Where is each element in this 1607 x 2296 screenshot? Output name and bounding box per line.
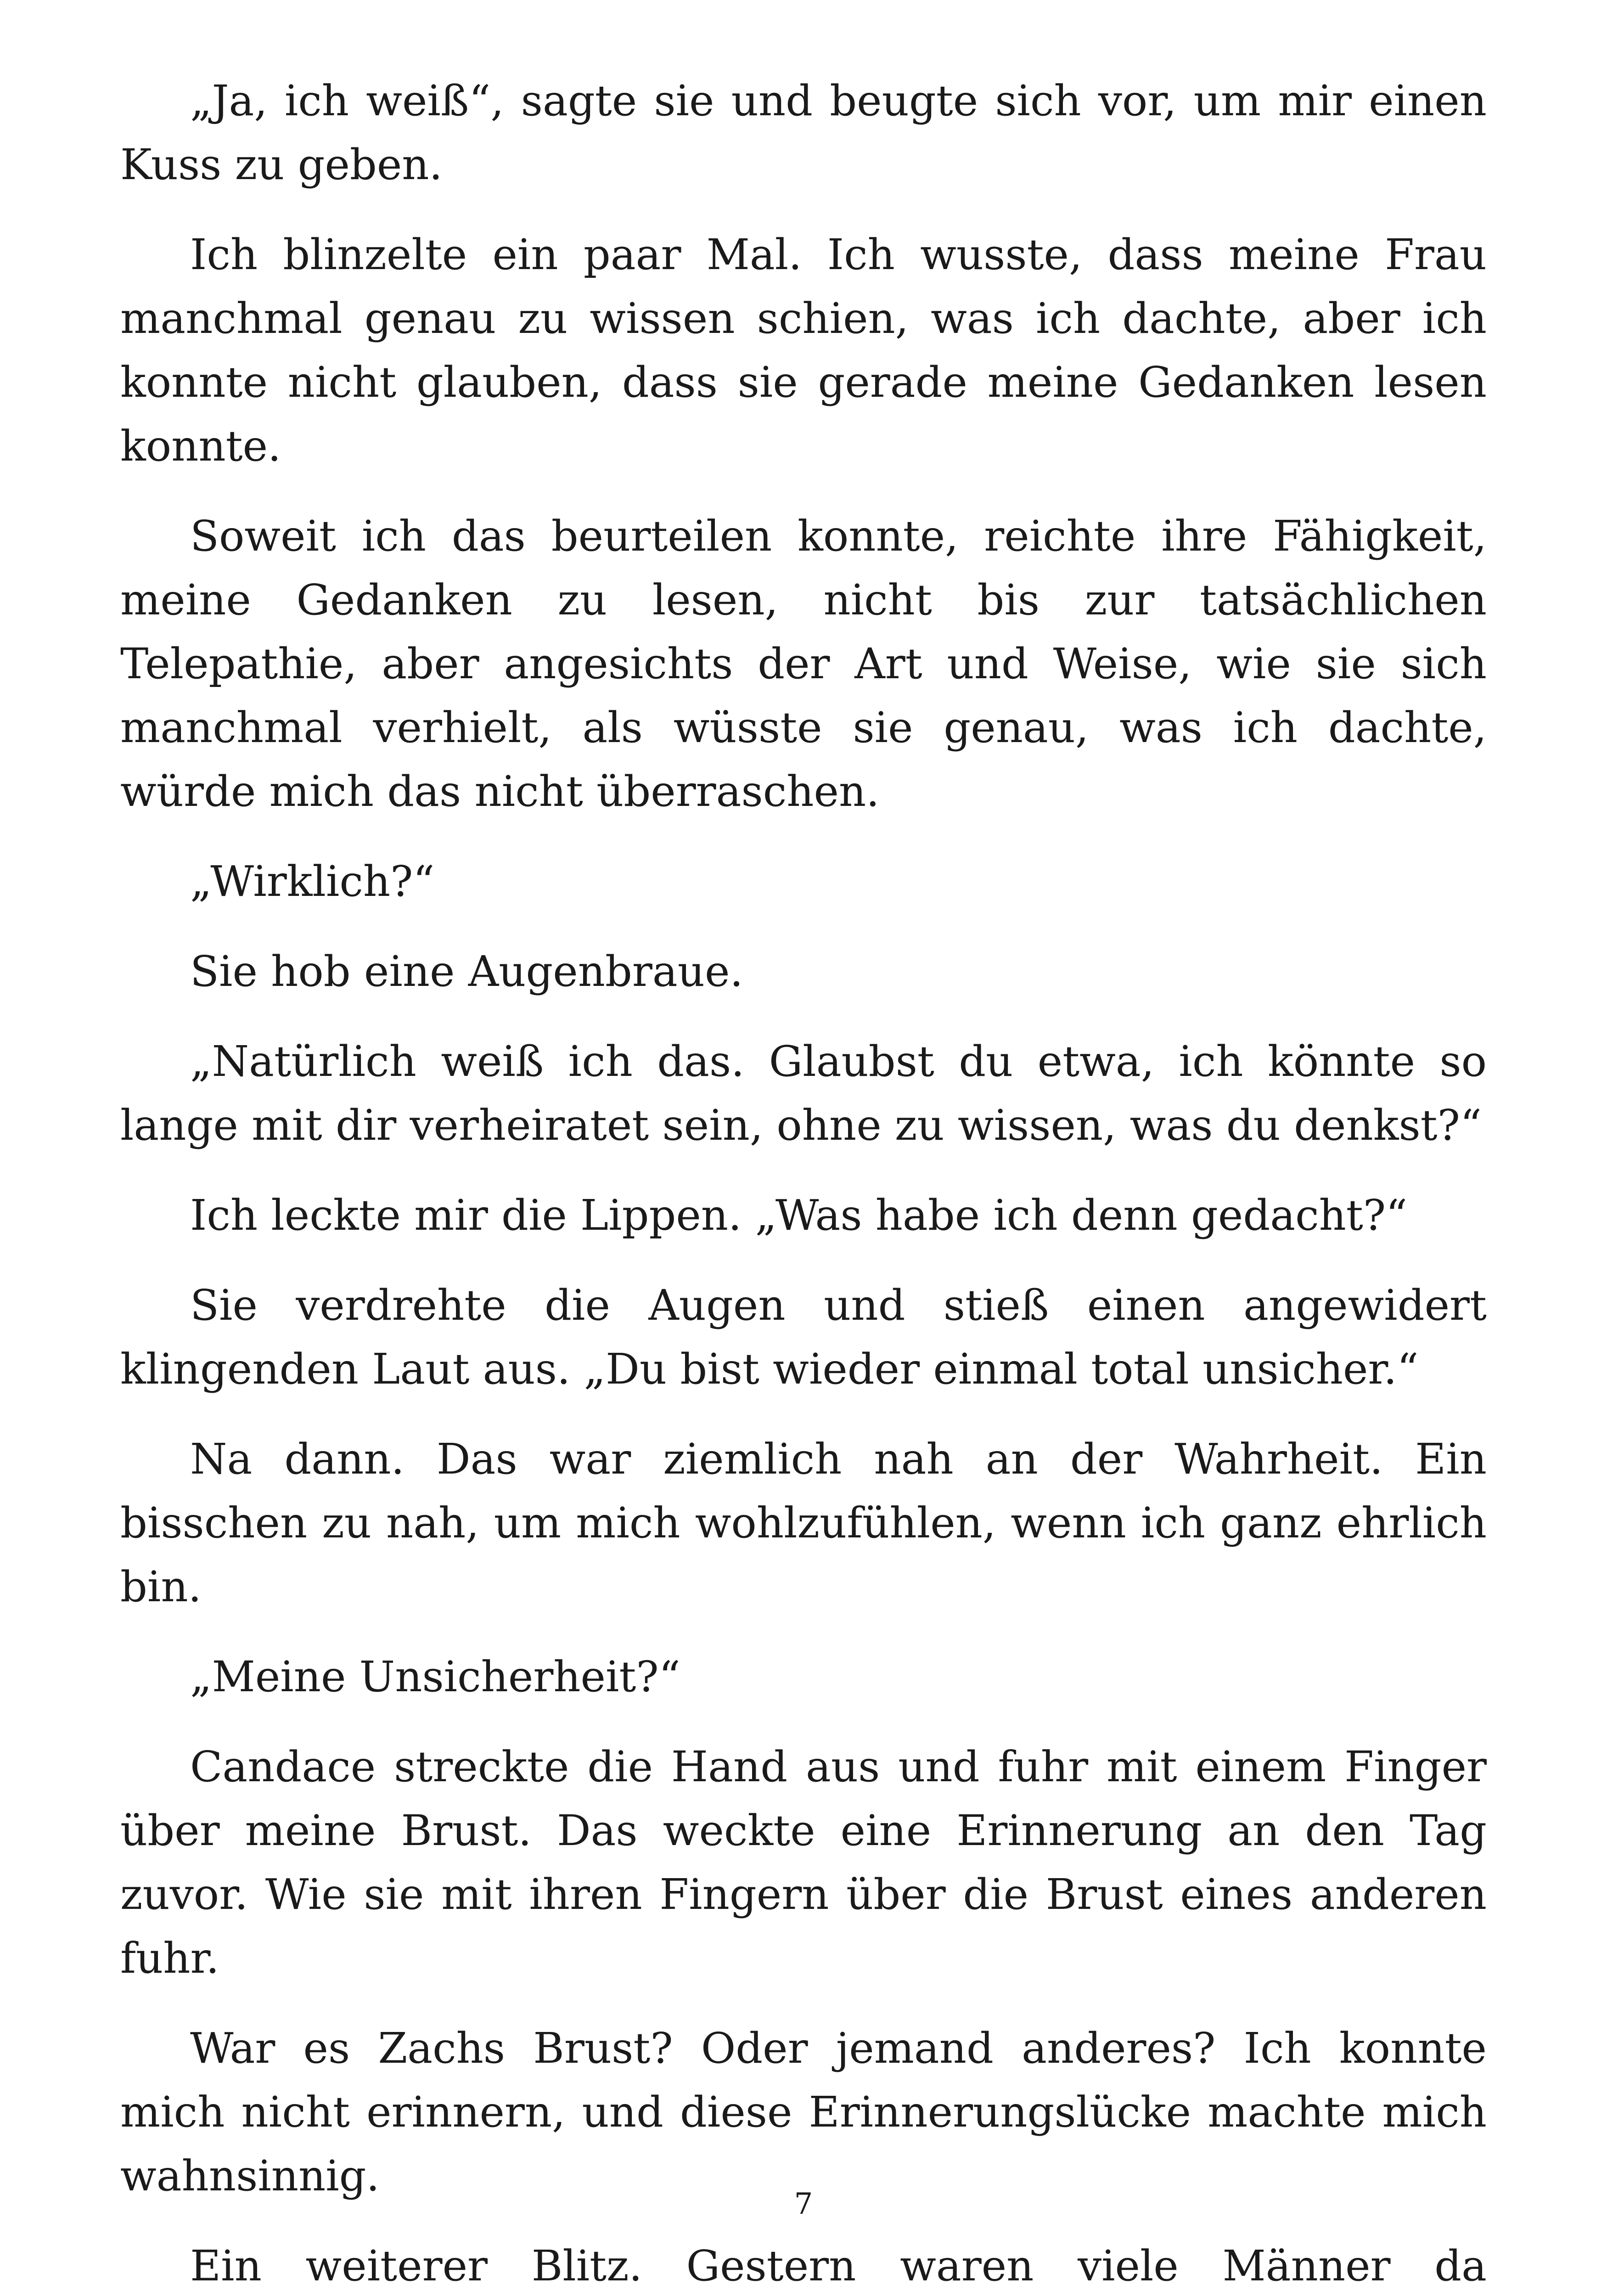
paragraph: Na dann. Das war ziemlich nah an der Wahrheit. Ein bisschen zu nah, um mich wohlzufühlen, wenn ich ganz ehrlich bin. (120, 1435, 1487, 1611)
paragraph: War es Zachs Brust? Oder jemand anderes? Ich konnte mich nicht erinnern, und diese Erinnerungslücke machte mich wahnsinnig. (120, 2024, 1487, 2200)
paragraph: Sie verdrehte die Augen und stieß einen angewidert klingenden Laut aus. „Du bist wieder einmal total unsicher.“ (120, 1281, 1487, 1394)
paragraph: Soweit ich das beurteilen konnte, reichte ihre Fähigkeit, meine Gedanken zu lesen, nicht bis zur tatsächlichen Telepathie, aber angesichts der Art und Weise, wie sie sich manchmal verhielt, als wüsste sie genau, was ich dachte, würde mich das nicht überraschen. (120, 512, 1487, 816)
paragraph: „Natürlich weiß ich das. Glaubst du etwa, ich könnte so lange mit dir verheiratet sein, ohne zu wissen, was du denkst?“ (120, 1037, 1487, 1150)
page-number: 7 (794, 2187, 813, 2221)
page-body (120, 69, 1487, 2296)
paragraph: „Meine Unsicherheit?“ (190, 1652, 680, 1701)
paragraph: „Wirklich?“ (190, 857, 435, 906)
paragraph: Candace streckte die Hand aus und fuhr mit einem Finger über meine Brust. Das weckte eine Erinnerung an den Tag zuvor. Wie sie mit ihren Fingern über die Brust eines anderen fuhr. (120, 1742, 1487, 1983)
paragraph: „Ja, ich weiß“, sagte sie und beugte sich vor, um mir einen Kuss zu geben. (120, 76, 1487, 189)
paragraph: Ich leckte mir die Lippen. „Was habe ich denn gedacht?“ (190, 1191, 1408, 1240)
paragraph: Ich blinzelte ein paar Mal. Ich wusste, dass meine Frau manchmal genau zu wissen schien, was ich dachte, aber ich konnte nicht glauben, dass sie gerade meine Gedanken lesen konnte. (120, 230, 1487, 471)
paragraph: Sie hob eine Augenbraue. (190, 947, 743, 996)
paragraph: Ein weiterer Blitz. Gestern waren viele Männer da (190, 2241, 1487, 2290)
